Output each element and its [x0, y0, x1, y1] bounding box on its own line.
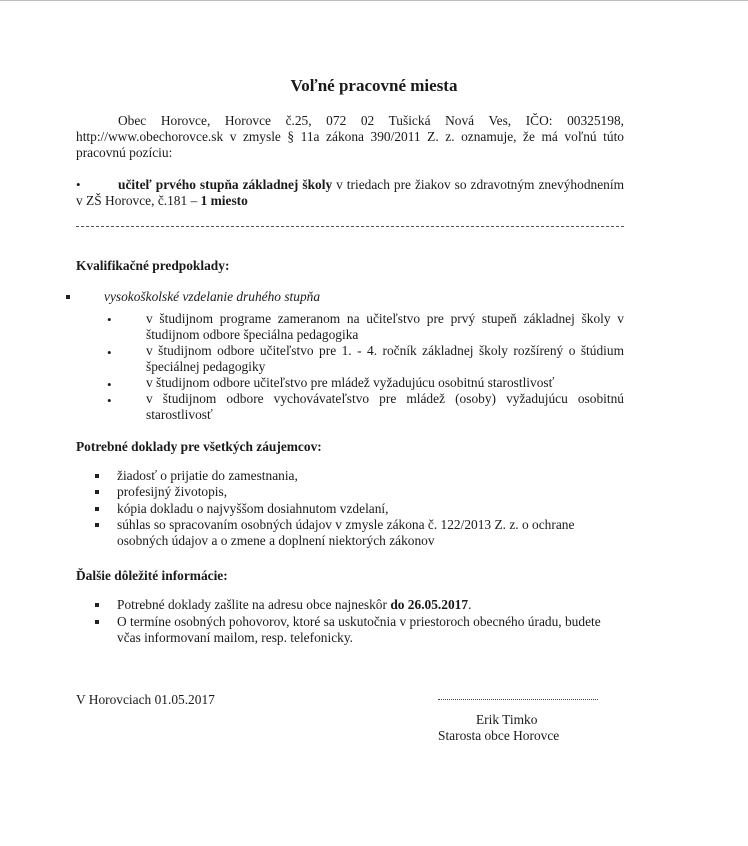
position-paragraph: [76, 177, 624, 209]
deadline-text: Potrebné doklady zašlite na adresu obce najneskôr: [117, 597, 387, 612]
document-item: žiadosť o prijatie do zamestnania,: [117, 468, 298, 483]
square-bullet: [95, 603, 99, 607]
place-date: V Horovciach 01.05.2017: [76, 692, 215, 707]
document-item: súhlas so spracovaním osobných údajov v zmysle zákona č. 122/2013 Z. z. o ochrane osobných údajov a o zmene a doplnení niektorých zákonov: [117, 517, 575, 548]
documents-heading: Potrebné doklady pre všetkých záujemcov:: [76, 439, 322, 454]
qualification-main: vysokoškolské vzdelanie druhého stupňa: [104, 289, 321, 304]
separator-line: [76, 226, 624, 228]
square-bullet: [95, 474, 99, 478]
signature-line: [438, 699, 598, 701]
signatory-role: Starosta obce Horovce: [438, 728, 560, 743]
square-bullet: [95, 523, 99, 527]
top-edge: [0, 0, 748, 1]
bullet: •: [107, 377, 112, 392]
intro-paragraph: [76, 113, 624, 161]
bullet: •: [107, 312, 112, 327]
deadline-date: do 26.05.2017: [390, 597, 469, 612]
document-item: profesijný životopis,: [117, 484, 228, 499]
intro-text: Obec Horovce, Horovce č.25, 072 02 Tušická Nová Ves, IČO: 00325198, http://www.obechorovce.sk v zmysle § 11a zákona 390/2011 Z. z. oznamuje, že má voľnú túto pracovnú pozíciu:: [76, 113, 624, 160]
qualification-item: v študijnom odbore učiteľstvo pre 1. - 4. ročník základnej školy rozšírený o štúdium špeciálnej pedagogiky: [146, 343, 624, 374]
qualification-item: v študijnom odbore učiteľstvo pre mládež vyžadujúcu osobitnú starostlivosť: [146, 375, 555, 390]
qualification-item: v študijnom odbore vychovávateľstvo pre mládež (osoby) vyžadujúcu osobitnú starostlivosť: [146, 391, 624, 422]
square-bullet: [95, 490, 99, 494]
deadline-item: [117, 597, 627, 613]
page-title: Voľné pracovné miesta: [290, 76, 458, 95]
position-count: 1 miesto: [200, 193, 248, 208]
position-title: učiteľ prvého stupňa základnej školy: [118, 177, 333, 192]
square-bullet: [95, 507, 99, 511]
qualification-item: v študijnom programe zameranom na učiteľstvo pre prvý stupeň základnej školy v študijnom odbore špeciálna pedagogika: [146, 311, 624, 342]
info-heading: Ďalšie dôležité informácie:: [76, 568, 228, 583]
square-bullet: [66, 295, 70, 299]
deadline-end: .: [468, 597, 472, 612]
bullet: •: [107, 345, 112, 360]
document-item: kópia dokladu o najvyššom dosiahnutom vzdelaní,: [117, 501, 389, 516]
qualifications-heading: Kvalifikačné predpoklady:: [76, 258, 230, 273]
position-bullet: •: [76, 177, 81, 192]
position-description: v triedach pre žiakov so zdravotným znevýhodnením v ZŠ Horovce, č.181 –: [76, 177, 624, 208]
square-bullet: [95, 620, 99, 624]
interview-item: O termíne osobných pohovorov, ktoré sa uskutočnia v priestoroch obecného úradu, budete včas informovaní mailom, resp. telefonicky.: [117, 614, 601, 645]
bullet: •: [107, 393, 112, 408]
signatory-name: Erik Timko: [476, 712, 538, 727]
